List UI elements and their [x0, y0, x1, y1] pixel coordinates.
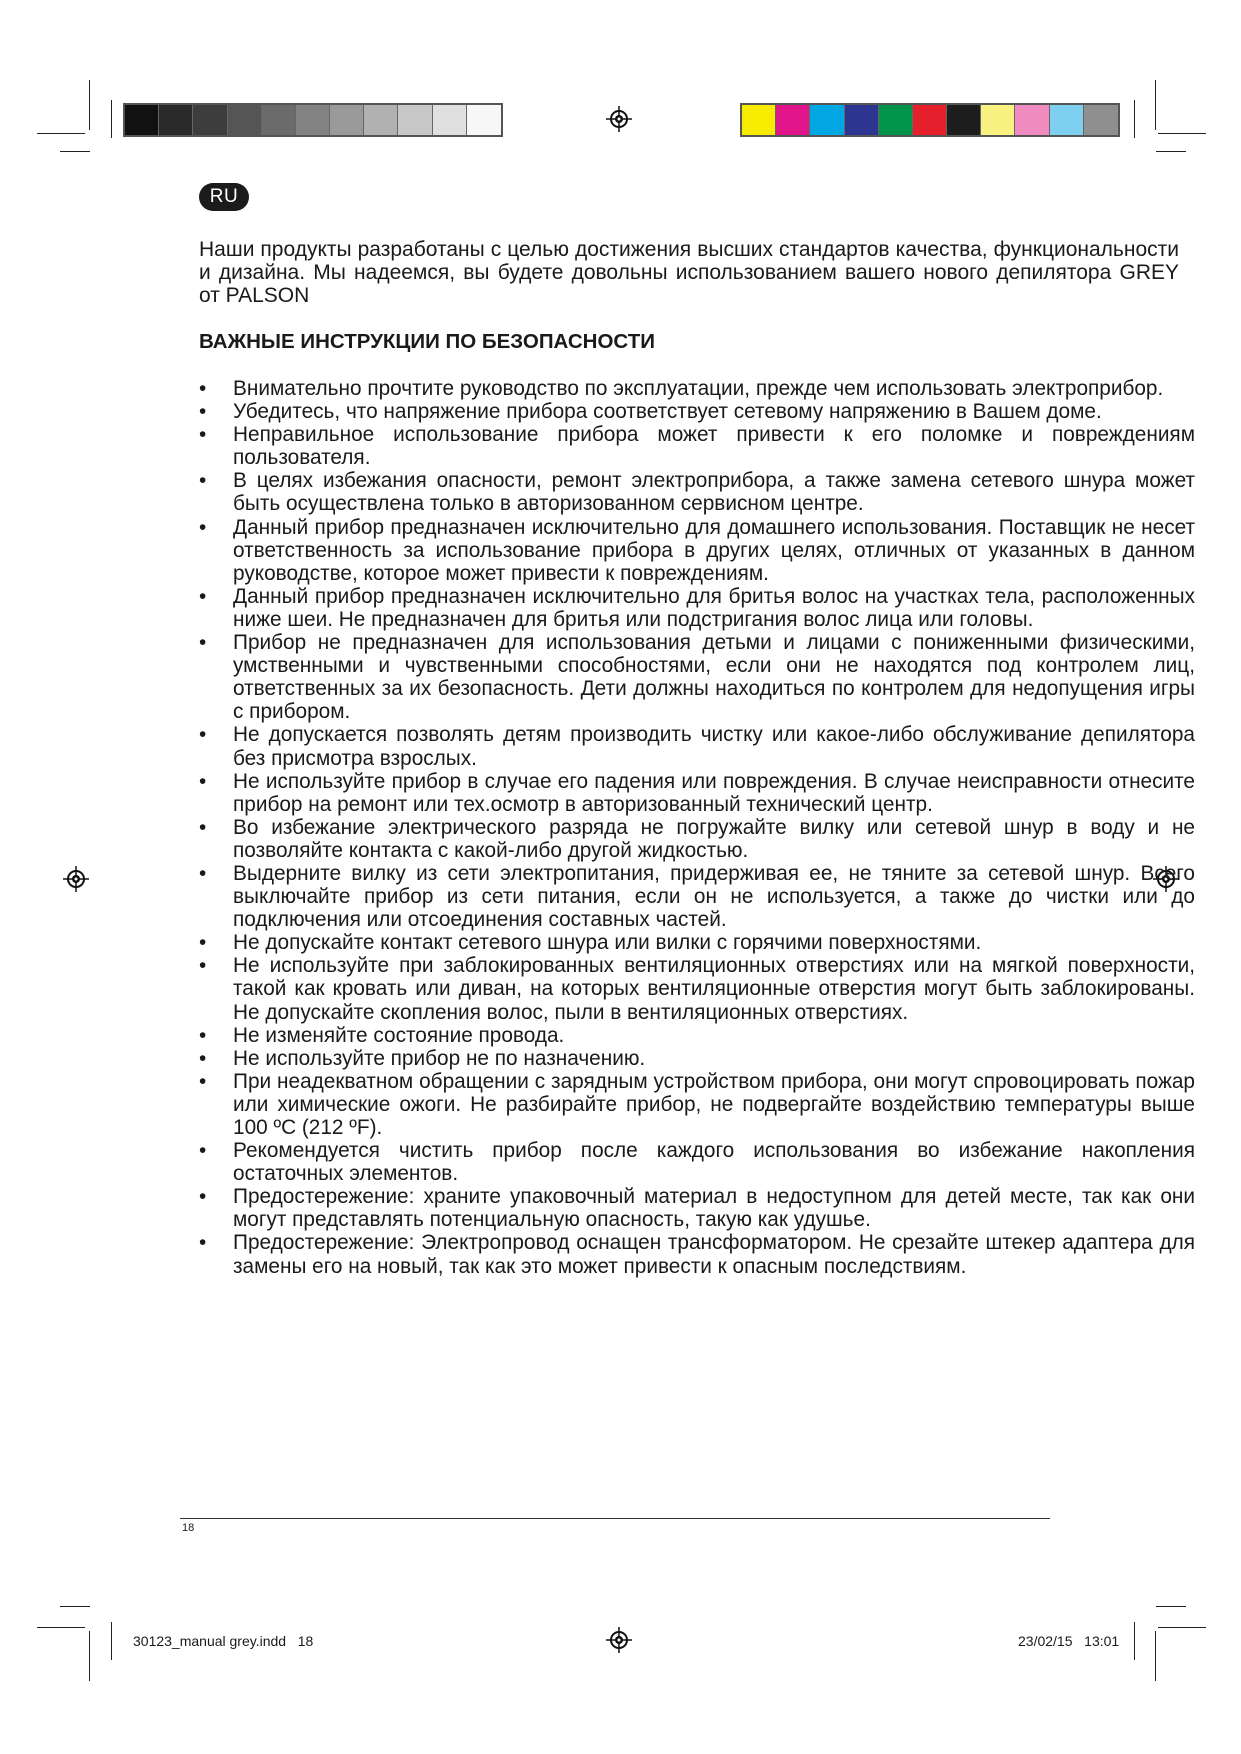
list-item — [199, 1070, 1195, 1139]
bullet-icon: • — [199, 931, 207, 955]
list-item — [199, 423, 1195, 469]
instruction-text: Не изменяйте состояние провода. — [233, 1023, 565, 1047]
bullet-icon: • — [199, 1185, 207, 1209]
color-swatch — [364, 105, 398, 135]
instruction-text: Предостережение: храните упаковочный материал в недоступном для детей месте, так как они могут представлять потенциальную опасность, такую как удушье. — [233, 1185, 1195, 1232]
crop-mark — [37, 133, 85, 134]
crop-mark — [37, 1627, 85, 1628]
color-swatch — [433, 105, 467, 135]
color-swatch — [330, 105, 364, 135]
instruction-text: Рекомендуется чистить прибор после каждого использования во избежание накопления остаточных элементов. — [233, 1139, 1195, 1186]
footer-date: 23/02/15 13:01 — [1018, 1633, 1120, 1649]
bullet-icon: • — [199, 723, 207, 747]
footer-divider — [180, 1518, 1050, 1519]
color-swatch — [913, 105, 947, 135]
crop-mark — [1155, 80, 1156, 130]
bullet-icon: • — [199, 469, 207, 493]
list-item — [199, 931, 1195, 954]
instruction-text: Внимательно прочтите руководство по эксплуатации, прежде чем использовать электроприбор. — [233, 377, 1164, 400]
color-swatch — [742, 105, 776, 135]
color-swatch — [981, 105, 1015, 135]
footer-file-name: 30123_manual grey.indd 18 — [133, 1633, 314, 1649]
color-swatch — [1015, 105, 1049, 135]
color-swatch — [262, 105, 296, 135]
color-swatch — [159, 105, 193, 135]
list-item — [199, 954, 1195, 1023]
crop-mark — [89, 1631, 90, 1681]
color-swatch — [467, 105, 501, 135]
list-item — [199, 862, 1195, 931]
instruction-text: Не используйте при заблокированных вентиляционных отверстиях или на мягкой поверхности, такой как кровать или диван, на которых вентиляционные отверстия могут быть заблокированы. Не допускайте скопления волос, пыли в вентиляционных отверстиях. — [233, 954, 1195, 1024]
bullet-icon: • — [199, 815, 207, 839]
crop-mark — [60, 151, 90, 152]
list-item — [199, 631, 1195, 723]
instruction-text: Данный прибор предназначен исключительно для домашнего использования. Поставщик не несет ответственность за использование прибора в других целях, отличных от указанных в данном руководстве, которое может привести к повреждениям. — [233, 515, 1195, 585]
color-swatch — [1084, 105, 1118, 135]
crop-mark — [111, 1622, 112, 1660]
bullet-icon: • — [199, 769, 207, 793]
bullet-icon: • — [199, 1231, 207, 1255]
color-swatch — [810, 105, 844, 135]
list-item — [199, 1024, 1195, 1047]
bullet-icon: • — [199, 400, 207, 424]
instruction-text: В целях избежания опасности, ремонт электроприбора, а также замена сетевого шнура может быть осуществлена только в авторизованном сервисном центре. — [233, 469, 1195, 516]
bullet-icon: • — [199, 1046, 207, 1070]
color-swatch — [776, 105, 810, 135]
instruction-text: Предостережение: Электропровод оснащен трансформатором. Не срезайте штекер адаптера для замены его на новый, так как это может привести к опасным последствиям. — [233, 1231, 1195, 1278]
color-swatch — [398, 105, 432, 135]
list-item — [199, 723, 1195, 769]
list-item — [199, 1185, 1195, 1231]
bullet-icon: • — [199, 1139, 207, 1163]
crop-mark — [1156, 151, 1186, 152]
color-swatch — [947, 105, 981, 135]
crop-mark — [89, 80, 90, 130]
crop-mark — [60, 1606, 90, 1607]
instruction-text: Неправильное использование прибора может привести к его поломке и повреждениям пользователя. — [233, 423, 1195, 470]
process-color-bar — [740, 103, 1120, 137]
bullet-icon: • — [199, 861, 207, 885]
crop-mark — [1156, 1606, 1186, 1607]
instruction-text: Убедитесь, что напряжение прибора соответствует сетевому напряжению в Вашем доме. — [233, 400, 1102, 424]
bullet-icon: • — [199, 631, 207, 655]
crosshair-registration-icon — [63, 866, 89, 892]
bullet-icon: • — [199, 515, 207, 539]
instruction-text: При неадекватном обращении с зарядным устройством прибора, они могут спровоцировать пожар или химические ожоги. Не разбирайте прибор, не подвергайте воздействию температуры выше 100 ºC (212 ºF). — [233, 1069, 1195, 1139]
intro-paragraph: Наши продукты разработаны с целью достижения высших стандартов качества, функциональности и дизайна. Мы надеемся, вы будете довольны использованием вашего нового депилятора GREY от PALSON — [199, 238, 1179, 307]
bullet-icon: • — [199, 584, 207, 608]
color-swatch — [845, 105, 879, 135]
crop-mark — [1134, 100, 1135, 138]
list-item — [199, 1139, 1195, 1185]
crop-mark — [1158, 1627, 1206, 1628]
safety-instructions-list — [199, 377, 1195, 1278]
crosshair-registration-icon — [606, 106, 632, 132]
color-swatch — [296, 105, 330, 135]
list-item — [199, 816, 1195, 862]
list-item — [199, 469, 1195, 515]
bullet-icon: • — [199, 1069, 207, 1093]
color-swatch — [1050, 105, 1084, 135]
instruction-text: Не используйте прибор в случае его падения или повреждения. В случае неисправности отнесите прибор на ремонт или тех.осмотр в авторизованный технический центр. — [233, 769, 1195, 816]
bullet-icon: • — [199, 954, 207, 978]
grayscale-color-bar — [123, 103, 503, 137]
page-number: 18 — [182, 1522, 195, 1534]
list-item — [199, 377, 1195, 400]
crop-mark — [1158, 133, 1206, 134]
language-badge: RU — [199, 183, 249, 211]
color-swatch — [125, 105, 159, 135]
crop-mark — [111, 100, 112, 138]
instruction-text: Выдерните вилку из сети электропитания, придерживая ее, не тяните за сетевой шнур. Всего выключайте прибор из сети питания, если он не используется, а также до чистки или до подключения или отсоединения составных частей. — [233, 861, 1195, 932]
list-item — [199, 400, 1195, 423]
bullet-icon: • — [199, 1023, 207, 1047]
bullet-icon: • — [199, 423, 207, 447]
instruction-text: Не используйте прибор не по назначению. — [233, 1046, 646, 1070]
crosshair-registration-icon — [606, 1627, 632, 1653]
crop-mark — [1155, 1631, 1156, 1681]
crop-mark — [1134, 1622, 1135, 1660]
instruction-text: Не допускается позволять детям производить чистку или какое-либо обслуживание депилятора без присмотра взрослых. — [233, 723, 1195, 770]
instruction-text: Во избежание электрического разряда не погружайте вилку или сетевой шнур в воду и не позволяйте контакта с какой-либо другой жидкостью. — [233, 815, 1195, 862]
bullet-icon: • — [199, 377, 207, 400]
section-heading: ВАЖНЫЕ ИНСТРУКЦИИ ПО БЕЗОПАСНОСТИ — [199, 330, 655, 353]
color-swatch — [228, 105, 262, 135]
color-swatch — [879, 105, 913, 135]
instruction-text: Не допускайте контакт сетевого шнура или вилки с горячими поверхностями. — [233, 931, 982, 955]
list-item — [199, 585, 1195, 631]
list-item — [199, 1231, 1195, 1277]
instruction-text: Прибор не предназначен для использования детьми и лицами с пониженными физическими, умственными и чувственными способностями, если они не находятся под контролем лиц, ответственных за их безопасность. Дети должны находиться по контролем для недопущения игры с прибором. — [233, 631, 1195, 724]
list-item — [199, 770, 1195, 816]
list-item — [199, 516, 1195, 585]
list-item — [199, 1047, 1195, 1070]
color-swatch — [193, 105, 227, 135]
instruction-text: Данный прибор предназначен исключительно для бритья волос на участках тела, расположенных ниже шеи. Не предназначен для бритья или подстригания волос лица или головы. — [233, 584, 1195, 631]
